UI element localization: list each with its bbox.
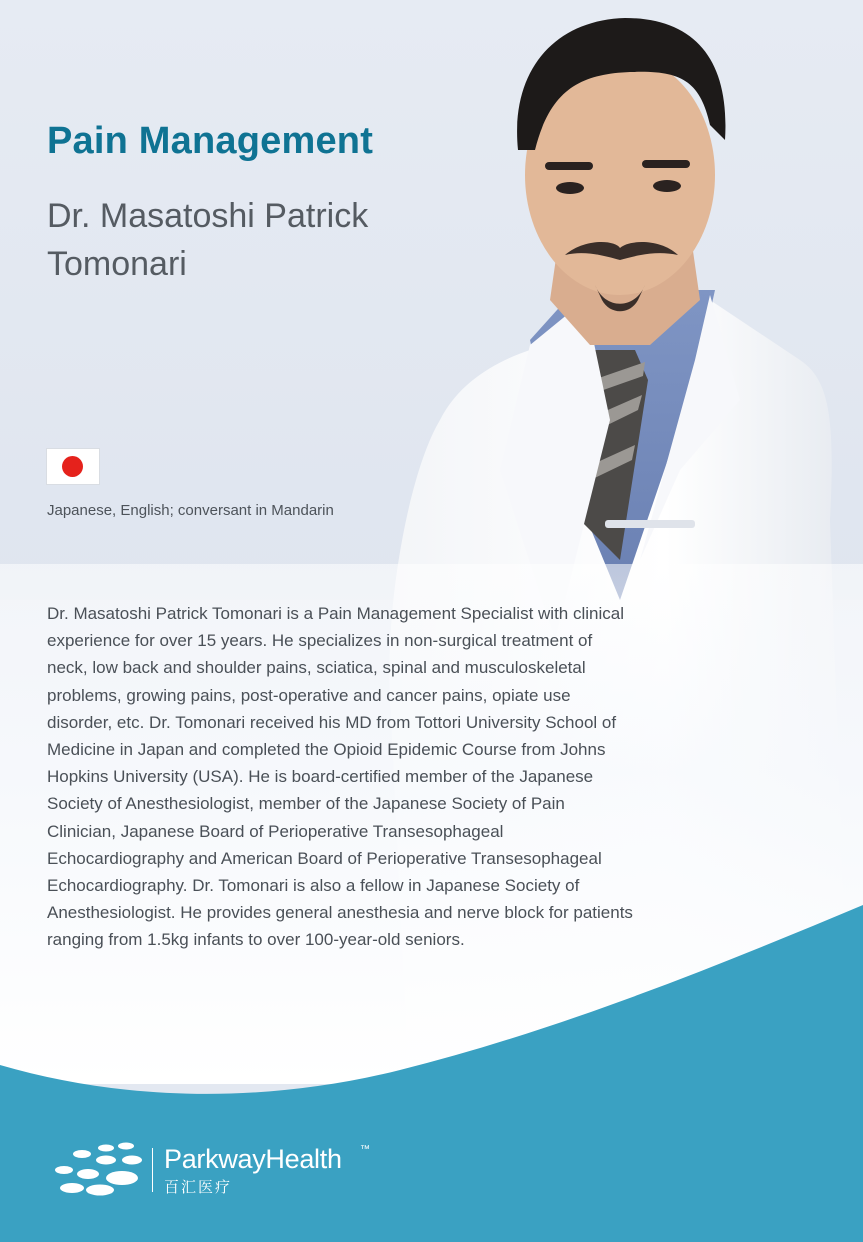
logo-divider [152, 1148, 153, 1192]
biography-text: Dr. Masatoshi Patrick Tomonari is a Pain Management Specialist with clinical experience for over 15 years. He specializes in non-surgical treatment of neck, low back and shoulder pains, sciatica, spinal and musculoskeletal problems, growing pains, post-operative and cancer pains, opiate use disorder, etc. Dr. Tomonari received his MD from Tottori University School of Medicine in Japan and completed the Opioid Epidemic Course from Johns Hopkins University (USA). He is board-certified member of the Japanese Society of Anesthesiologist, member of the Japanese Society of Pain Clinician, Japanese Board of Perioperative Transesophageal Echocardiography and American Board of Perioperative Transesophageal Echocardiography. Dr. Tomonari is also a fellow in Japanese Society of Anesthesiologist. He provides general anesthesia and nerve block for patients ranging from 1.5kg infants to over 100-year-old seniors. [47, 604, 633, 950]
doctor-name: Dr. Masatoshi Patrick Tomonari [47, 197, 369, 283]
logo-brand-name: ParkwayHealth [164, 1144, 342, 1174]
specialty-title: Pain Management [47, 120, 374, 162]
logo-chinese-name: 百汇医疗 [164, 1179, 233, 1196]
parkwayhealth-logo[interactable] [52, 1140, 392, 1200]
logo-trademark: ™ [360, 1144, 370, 1155]
flag-red-circle [62, 456, 83, 477]
languages-text: Japanese, English; conversant in Mandarin [47, 502, 334, 519]
japan-flag-icon [47, 449, 99, 484]
parkway-dots-icon [52, 1140, 144, 1196]
